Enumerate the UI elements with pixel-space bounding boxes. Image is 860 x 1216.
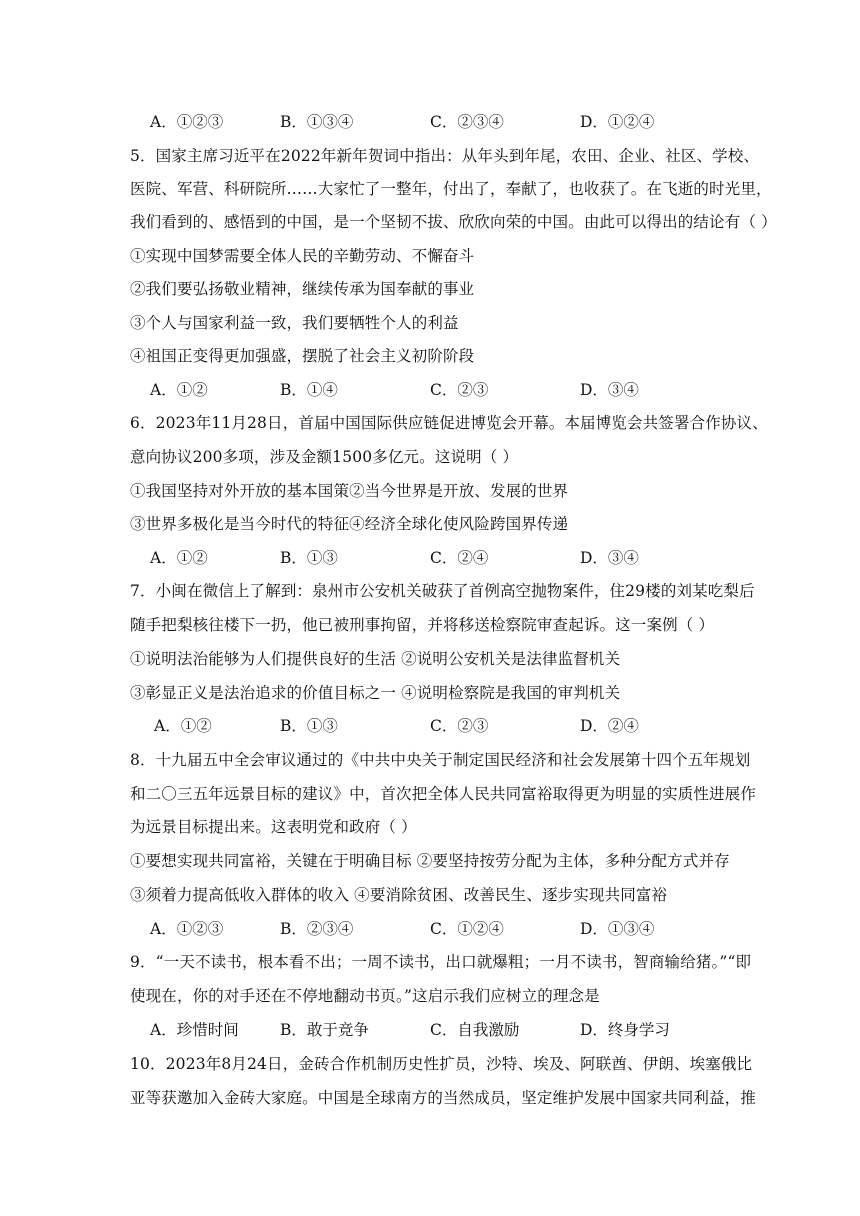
q6-stem-line-1: 6．2023年11月28日，首届中国国际供应链促进博览会开幕。本届博览会共签署合作协议、 — [130, 414, 768, 432]
q6-option-a[interactable]: A．①② — [150, 549, 208, 567]
q6-options — [150, 547, 750, 569]
q5-stem-line-1: 5．国家主席习近平在2022年新年贺词中指出：从年头到年尾，农田、企业、社区、学校、 — [130, 147, 760, 165]
q7-stem-line-1: 7．小闽在微信上了解到：泉州市公安机关破获了首例高空抛物案件，住29楼的刘某吃梨后 — [130, 582, 755, 600]
q5-options — [150, 379, 750, 401]
q9-option-d[interactable]: D．终身学习 — [580, 1021, 670, 1039]
q4-option-c[interactable]: C．②③④ — [430, 113, 504, 131]
q6-stem-line-2: 意向协议200多项，涉及金额1500多亿元。这说明（ ） — [130, 448, 519, 466]
q5-stem-line-2: 医院、军营、科研院所……大家忙了一整年，付出了，奉献了，也收获了。在飞逝的时光里， — [130, 180, 772, 198]
q10-stem-line-1: 10．2023年8月24日，金砖合作机制历史性扩员，沙特、埃及、阿联酋、伊朗、埃塞俄比 — [130, 1055, 753, 1073]
q5-statement-3: ③个人与国家利益一致，我们要牺牲个人的利益 — [130, 314, 459, 332]
q8-stem-line-2: 和二〇三五年远景目标的建议》中，首次把全体人民共同富裕取得更为明显的实质性进展作 — [130, 785, 757, 803]
q5-statement-1: ①实现中国梦需要全体人民的辛勤劳动、不懈奋斗 — [130, 247, 475, 265]
q7-stem-line-2: 随手把梨核往楼下一扔，他已被刑事拘留，并将移送检察院审查起诉。这一案例（ ） — [130, 616, 715, 634]
q4-option-b[interactable]: B．①③④ — [280, 113, 354, 131]
q9-options — [150, 1019, 750, 1041]
q5-option-b[interactable]: B．①④ — [280, 381, 338, 399]
q4-options — [150, 111, 750, 133]
q8-option-c[interactable]: C．①②④ — [430, 920, 504, 938]
q8-options — [150, 918, 750, 940]
q7-statement-2: ③彰显正义是法治追求的价值目标之一 ④说明检察院是我国的审判机关 — [130, 684, 621, 702]
q8-stem-line-3: 为远景目标提出来。这表明党和政府（ ） — [130, 818, 417, 836]
q9-option-c[interactable]: C．自我激励 — [430, 1021, 520, 1039]
q8-option-a[interactable]: A．①②③ — [150, 920, 224, 938]
q7-option-c[interactable]: C．②③ — [430, 717, 489, 735]
q5-option-c[interactable]: C．②③ — [430, 381, 489, 399]
q8-stem-line-1: 8．十九届五中全会审议通过的《中共中央关于制定国民经济和社会发展第十四个五年规划 — [130, 751, 751, 769]
q8-statement-2: ③须着力提高低收入群体的收入 ④要消除贫困、改善民生、逐步实现共同富裕 — [130, 886, 668, 904]
q7-options — [150, 715, 750, 737]
q9-stem-line-2: 使现在，你的对手还在不停地翻动书页。”这启示我们应树立的理念是 — [130, 987, 600, 1005]
q7-option-a[interactable]: A．①② — [154, 717, 212, 735]
q5-statement-2: ②我们要弘扬敬业精神，继续传承为国奉献的事业 — [130, 280, 475, 298]
q6-option-d[interactable]: D．③④ — [580, 549, 639, 567]
q9-option-b[interactable]: B．敢于竞争 — [280, 1021, 369, 1039]
q9-stem-line-1: 9．“一天不读书，根本看不出；一周不读书，出口就爆粗；一月不读书，智商输给猪。”“即 — [130, 953, 752, 971]
q7-statement-1: ①说明法治能够为人们提供良好的生活 ②说明公安机关是法律监督机关 — [130, 650, 621, 668]
q5-option-d[interactable]: D．③④ — [580, 381, 639, 399]
q8-option-b[interactable]: B．②③④ — [280, 920, 354, 938]
q5-stem-line-3: 我们看到的、感悟到的中国，是一个坚韧不拔、欣欣向荣的中国。由此可以得出的结论有（ ） — [130, 213, 777, 231]
q9-option-a[interactable]: A．珍惜时间 — [150, 1021, 239, 1039]
q8-option-d[interactable]: D．①③④ — [580, 920, 655, 938]
q7-option-b[interactable]: B．①③ — [280, 717, 338, 735]
q4-option-d[interactable]: D．①②④ — [580, 113, 655, 131]
q4-option-a[interactable]: A．①②③ — [150, 113, 224, 131]
q8-statement-1: ①要想实现共同富裕，关键在于明确目标 ②要坚持按劳分配为主体，多种分配方式并存 — [130, 852, 730, 870]
q6-statement-2: ③世界多极化是当今时代的特征④经济全球化使风险跨国界传递 — [130, 515, 569, 533]
q6-statement-1: ①我国坚持对外开放的基本国策②当今世界是开放、发展的世界 — [130, 482, 569, 500]
q7-option-d[interactable]: D．②④ — [580, 717, 639, 735]
q5-statement-4: ④祖国正变得更加强盛，摆脱了社会主义初阶阶段 — [130, 347, 475, 365]
q6-option-c[interactable]: C．②④ — [430, 549, 489, 567]
q10-stem-line-2: 亚等获邀加入金砖大家庭。中国是全球南方的当然成员，坚定维护发展中国家共同利益，推 — [130, 1089, 757, 1107]
q5-option-a[interactable]: A．①② — [150, 381, 208, 399]
q6-option-b[interactable]: B．①③ — [280, 549, 338, 567]
